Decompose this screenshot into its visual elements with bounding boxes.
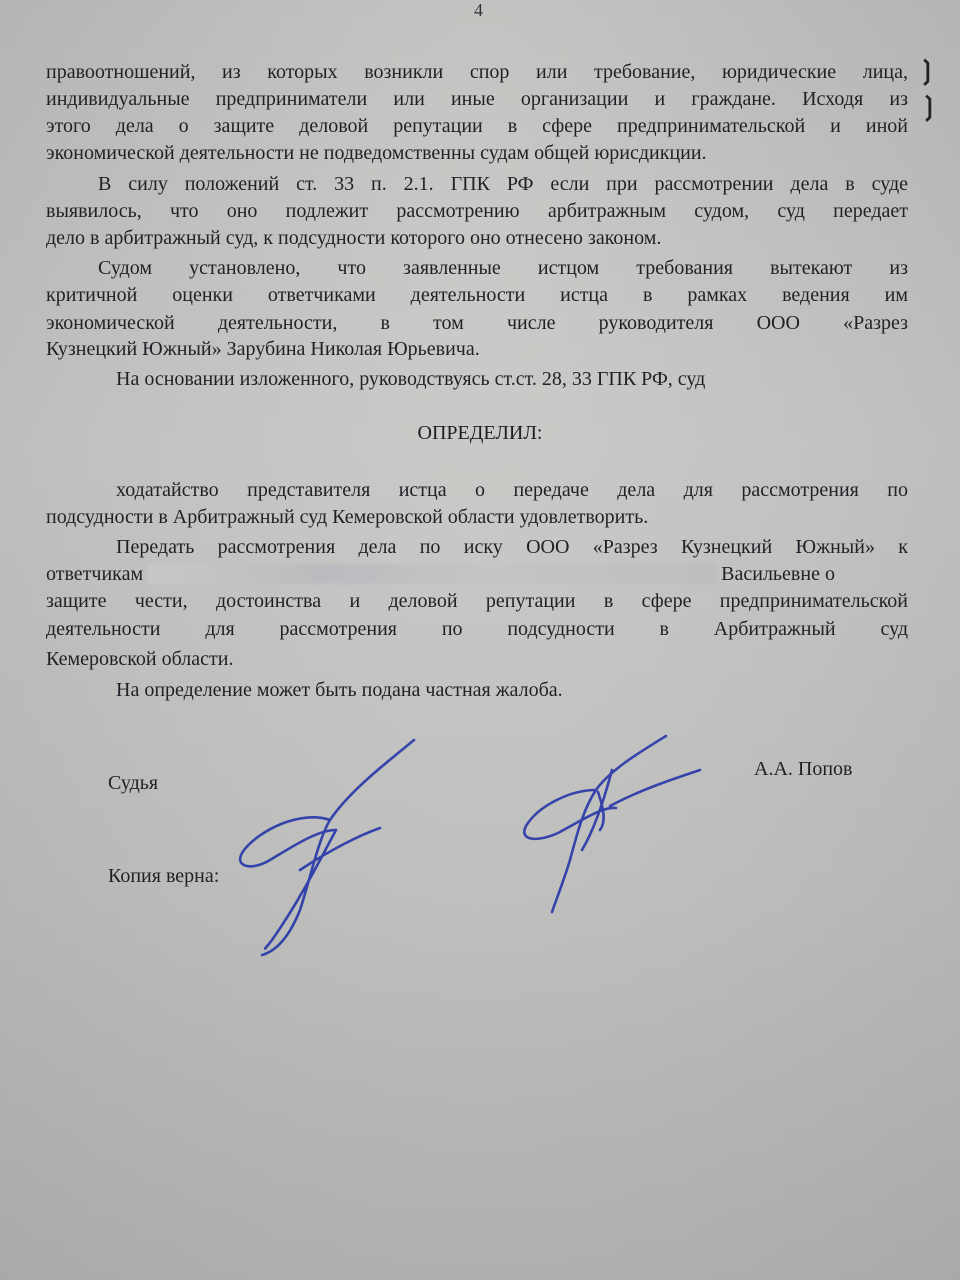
ruling-2-line-2-prefix: ответчикам: [46, 563, 144, 585]
ruling-2-line-3: защите чести, достоинства и деловой репутации в сфере предпринимательской: [46, 590, 908, 612]
paragraph-2-line-3: дело в арбитражный суд, к подсудности которого оно отнесено законом.: [46, 227, 662, 249]
judge-label: Судья: [108, 772, 159, 794]
ruling-heading: ОПРЕДЕЛИЛ:: [417, 422, 543, 444]
margin-mark: ❳: [918, 92, 940, 121]
paragraph-3-line-4: Кузнецкий Южный» Зарубина Николая Юрьевича.: [46, 338, 480, 360]
ruling-2-line-1: Передать рассмотрения дела по иску ООО «Разрез Кузнецкий Южный» к: [116, 536, 908, 558]
ruling-1-line-2: подсудности в Арбитражный суд Кемеровской области удовлетворить.: [46, 506, 649, 528]
paragraph-1-line-3: этого дела о защите деловой репутации в сфере предпринимательской и иной: [46, 115, 908, 137]
paragraph-3-line-2: критичной оценки ответчиками деятельности истца в рамках ведения им: [46, 284, 908, 306]
paragraph-3-line-3: экономической деятельности, в том числе руководителя ООО «Разрез: [46, 312, 908, 334]
paragraph-1-line-4: экономической деятельности не подведомственны судам общей юрисдикции.: [46, 142, 707, 164]
page-number: 4: [474, 0, 483, 20]
ruling-2-line-2-suffix: Васильевне о: [721, 563, 835, 585]
judge-name: А.А. Попов: [754, 758, 853, 780]
paragraph-2-line-2: выявилось, что оно подлежит рассмотрению арбитражным судом, суд передает: [46, 200, 908, 222]
ruling-2-line-4: деятельности для рассмотрения по подсудности в Арбитражный суд: [46, 618, 908, 640]
redacted-names: [148, 564, 716, 584]
paragraph-1-line-2: индивидуальные предприниматели или иные организации и граждане. Исходя из: [46, 88, 908, 110]
paragraph-1-line-1: правоотношений, из которых возникли спор или требование, юридические лица,: [46, 61, 908, 83]
margin-mark: ❳: [916, 56, 938, 85]
ruling-2-line-2: [46, 562, 908, 586]
paragraph-4: На основании изложенного, руководствуясь ст.ст. 28, 33 ГПК РФ, суд: [116, 368, 706, 390]
copy-label: Копия верна:: [108, 865, 220, 887]
ruling-1-line-1: ходатайство представителя истца о передаче дела для рассмотрения по: [116, 479, 908, 501]
ruling-3: На определение может быть подана частная жалоба.: [116, 679, 563, 701]
ruling-2-line-5: Кемеровской области.: [46, 648, 234, 670]
paragraph-3-line-1: Судом установлено, что заявленные истцом требования вытекают из: [98, 257, 908, 279]
paragraph-2-line-1: В силу положений ст. 33 п. 2.1. ГПК РФ если при рассмотрении дела в суде: [98, 173, 908, 195]
